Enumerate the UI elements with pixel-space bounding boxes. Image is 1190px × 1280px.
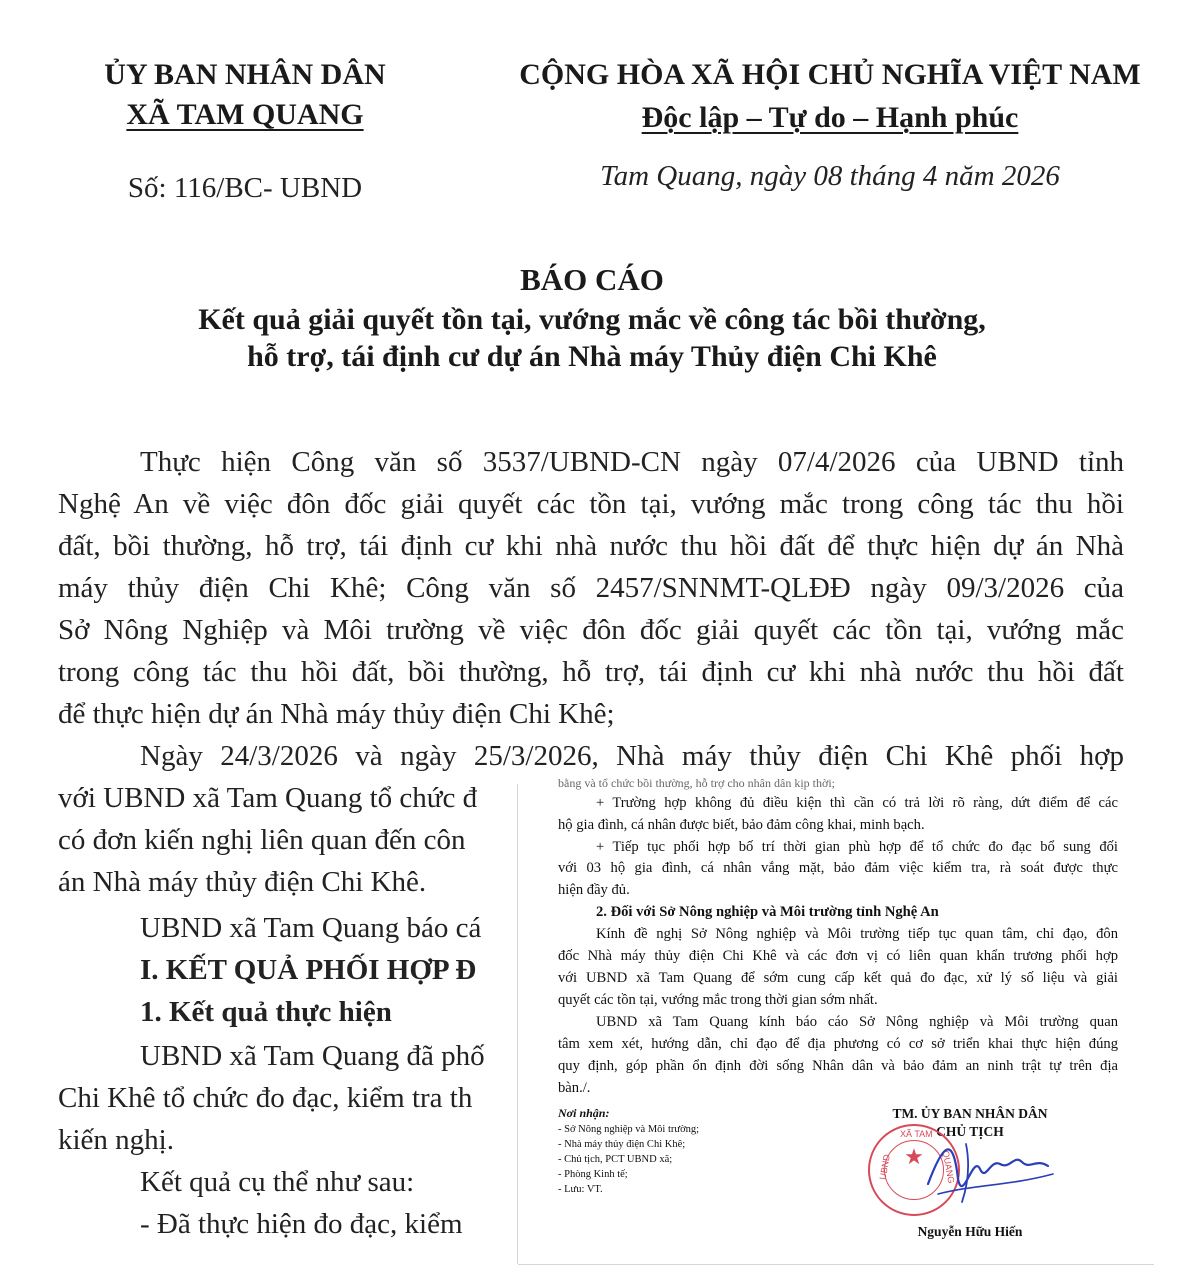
seal-emblem-icon: ★ [904, 1144, 924, 1169]
org-name-line2-text: XÃ TAM QUANG [126, 98, 364, 131]
body-line: để thực hiện dự án Nhà máy thủy điện Chi Khê; [58, 698, 615, 730]
signer-org: TM. ỦY BAN NHÂN DÂN [892, 1106, 1048, 1121]
overlay-line: quy định, góp phần ổn định đời sống Nhân dân và bảo đảm an ninh trật tự trên địa [558, 1058, 1118, 1074]
report-type: BÁO CÁO [520, 262, 664, 297]
body-line: UBND xã Tam Quang đã phố [140, 1040, 485, 1072]
signer-name: Nguyễn Hữu Hiến [917, 1224, 1023, 1239]
overlay-line: với 03 hộ gia đình, cá nhân vắng mặt, bảo đảm việc kiểm tra, rà soát được thực [558, 860, 1118, 876]
seal-text-right: QUANG [940, 1149, 957, 1185]
subsection-heading-1: 1. Kết quả thực hiện [140, 996, 392, 1028]
report-subject-line2: hỗ trợ, tái định cư dự án Nhà máy Thủy điện Chi Khê [247, 340, 937, 373]
body-line: Thực hiện Công văn số 3537/UBND-CN ngày 07/4/2026 của UBND tỉnh [140, 446, 1124, 478]
recipients-title: Nơi nhận: [558, 1106, 610, 1120]
overlay-line: tâm xem xét, hướng dẫn, chỉ đạo để địa phương có cơ sở triển khai thực hiện đúng [558, 1036, 1118, 1052]
body-line: Kết quả cụ thể như sau: [140, 1166, 415, 1198]
overlay-top-partial: bằng và tổ chức bồi thường, hỗ trợ cho nhân dân kịp thời; [558, 776, 835, 790]
overlay-line: hiện đầy đủ. [558, 882, 630, 898]
overlay-line: hộ gia đình, cá nhân được biết, bảo đảm công khai, minh bạch. [558, 817, 925, 833]
overlay-line: đốc Nhà máy thủy điện Chi Khê và các đơn vị có liên quan khẩn trương phối hợp [558, 948, 1118, 964]
org-name-line1: ỦY BAN NHÂN DÂN [104, 58, 386, 91]
body-line: với UBND xã Tam Quang tổ chức đ [58, 782, 478, 814]
body-line: đất, bồi thường, hỗ trợ, tái định cư khi nhà nước thu hồi đất để thực hiện dự án Nhà [58, 530, 1124, 562]
national-title: CỘNG HÒA XÃ HỘI CHỦ NGHĨA VIỆT NAM [519, 58, 1141, 91]
body-line: trong công tác thu hồi đất, bồi thường, hỗ trợ, tái định cư khi nhà nước thu hồi đất [58, 656, 1124, 688]
recipient-item: - Nhà máy thủy điện Chi Khê; [558, 1139, 686, 1150]
overlay-page [518, 776, 1154, 1264]
seal-text-left: UBND [877, 1153, 892, 1181]
body-line: Sở Nông Nghiệp và Môi trường về việc đôn đốc giải quyết các tồn tại, vướng mắc [58, 614, 1124, 646]
doc-number: Số: 116/BC- UBND [127, 172, 363, 204]
national-motto [470, 101, 1190, 135]
national-motto-text: Độc lập – Tự do – Hạnh phúc [641, 101, 1019, 134]
overlay-line: + Tiếp tục phối hợp bố trí thời gian phù hợp để tổ chức đo đạc bổ sung đối [596, 839, 1118, 855]
body-line: UBND xã Tam Quang báo cá [140, 912, 482, 944]
overlay-section-heading: 2. Đối với Sở Nông nghiệp và Môi trường tỉnh Nghệ An [596, 904, 939, 920]
seal-text-top: XÃ TAM [900, 1129, 933, 1139]
body-line: kiến nghị. [58, 1124, 174, 1156]
body-line: án Nhà máy thủy điện Chi Khê. [58, 866, 427, 898]
body-line: máy thủy điện Chi Khê; Công văn số 2457/SNNMT-QLĐĐ ngày 09/3/2026 của [58, 572, 1124, 604]
recipient-item: - Lưu: VT. [558, 1184, 603, 1195]
body-line: Nghệ An về việc đôn đốc giải quyết các tồn tại, vướng mắc trong công tác thu hồi [58, 488, 1124, 520]
body-line: - Đã thực hiện đo đạc, kiểm [140, 1208, 463, 1240]
recipient-item: - Chủ tịch, PCT UBND xã; [558, 1154, 673, 1165]
signature-icon [918, 1124, 1058, 1214]
overlay-line: quyết các tồn tại, vướng mắc trong thời gian sớm nhất. [558, 992, 878, 1008]
overlay-line: Kính đề nghị Sở Nông nghiệp và Môi trường tiếp tục quan tâm, chỉ đạo, đôn [596, 926, 1118, 942]
overlay-line: bàn./. [558, 1080, 591, 1096]
overlay-line: + Trường hợp không đủ điều kiện thì cần có trả lời rõ ràng, dứt điểm để các [596, 795, 1118, 811]
overlay-line: với UBND xã Tam Quang để sớm cung cấp kết quả đo đạc, xử lý số liệu và giải [558, 970, 1118, 986]
body-line: có đơn kiến nghị liên quan đến côn [58, 824, 466, 856]
recipient-item: - Phòng Kinh tế; [558, 1169, 628, 1180]
report-subject-line1: Kết quả giải quyết tồn tại, vướng mắc về công tác bồi thường, [198, 303, 986, 336]
section-heading-1: I. KẾT QUẢ PHỐI HỢP Đ [140, 954, 477, 986]
place-date: Tam Quang, ngày 08 tháng 4 năm 2026 [600, 160, 1060, 192]
signer-title: CHỦ TỊCH [936, 1124, 1004, 1139]
org-name-line2 [0, 98, 490, 132]
overlay-line: UBND xã Tam Quang kính báo cáo Sở Nông nghiệp và Môi trường quan [596, 1014, 1118, 1030]
body-line: Ngày 24/3/2026 và ngày 25/3/2026, Nhà máy thủy điện Chi Khê phối hợp [140, 740, 1124, 772]
recipient-item: - Sở Nông nghiệp và Môi trường; [558, 1124, 700, 1135]
body-line: Chi Khê tổ chức đo đạc, kiểm tra th [58, 1082, 473, 1114]
